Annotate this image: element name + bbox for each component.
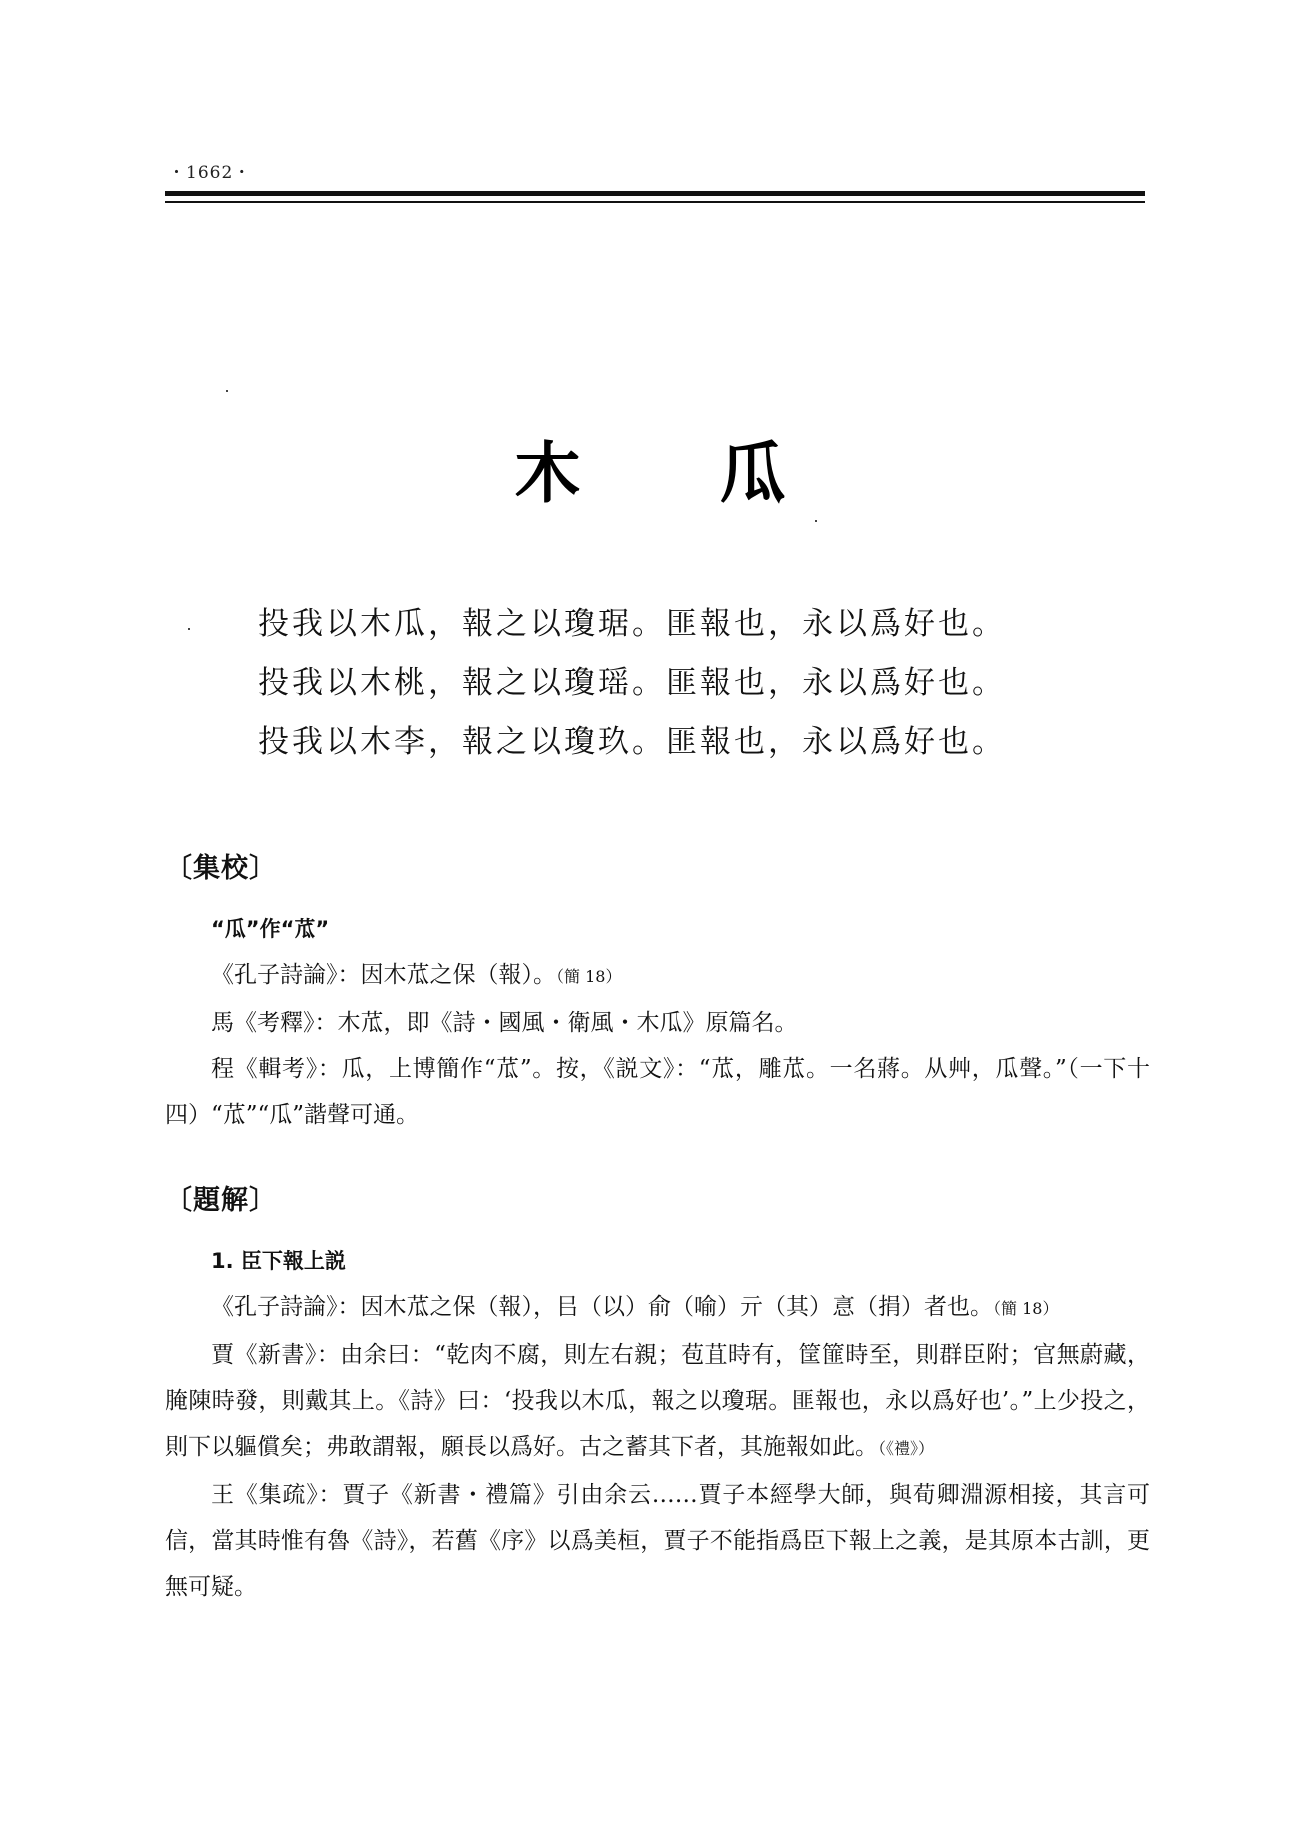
poem-stanza-1: 投我以木瓜，報之以瓊琚。匪報也，永以爲好也。 bbox=[258, 606, 1006, 642]
speck bbox=[188, 628, 190, 630]
poem-stanza-3: 投我以木李，報之以瓊玖。匪報也，永以爲好也。 bbox=[258, 724, 1006, 760]
section-heading-jijiao: 〔集校〕 bbox=[165, 853, 277, 884]
jijiao-paragraph: 馬《考釋》：木苽，即《詩・國風・衛風・木瓜》原篇名。 bbox=[211, 1010, 798, 1036]
jijiao-paragraph bbox=[165, 952, 1150, 1000]
header-rule-thin bbox=[165, 201, 1145, 203]
tijie-p1-text: 《孔子詩論》：因木苽之保（報），㠯（以）俞（喻）亓（其）悥（捐）者也。 bbox=[211, 1294, 993, 1320]
jijiao-subheading: “瓜”作“苽” bbox=[211, 917, 330, 941]
section-jijiao bbox=[165, 906, 1150, 1138]
poem-title: 木 瓜 bbox=[514, 434, 844, 512]
speck bbox=[226, 390, 228, 392]
poem-text bbox=[258, 595, 1006, 772]
tijie-p1-note: （簡 18） bbox=[993, 1299, 1059, 1318]
page-number: ・1662・ bbox=[168, 163, 252, 183]
tijie-subheading: 1. 臣下報上説 bbox=[211, 1249, 346, 1273]
jijiao-p1-note: （簡 18） bbox=[556, 967, 622, 986]
tijie-p2-text: 賈《新書》：由余曰：“乾肉不腐，則左右親；苞苴時有，筐篚時至，則群臣附；官無蔚藏，腌陳時發，則戴其上。《詩》曰：‘投我以木瓜，報之以瓊琚。匪報也，永以爲好也’。”上少投之，則下以軀償矣；弗敢謂報，願長以爲好。古之蓄其下者，其施報如此。 bbox=[165, 1342, 1150, 1460]
section-tijie bbox=[165, 1238, 1150, 1610]
tijie-paragraph: 王《集疏》：賈子《新書・禮篇》引由余云……賈子本經學大師，與荀卿淵源相接，其言可信，當其時惟有魯《詩》，若舊《序》以爲美桓，賈子不能指爲臣下報上之義，是其原本古訓，更無可疑。 bbox=[165, 1482, 1150, 1600]
jijiao-paragraph: 程《輯考》：瓜，上博簡作“苽”。按，《説文》：“苽，雕苽。一名蔣。从艸，瓜聲。”（一下十四）“苽”“瓜”諧聲可通。 bbox=[165, 1056, 1150, 1128]
poem-stanza-2: 投我以木桃，報之以瓊瑶。匪報也，永以爲好也。 bbox=[258, 665, 1006, 701]
speck bbox=[815, 520, 817, 522]
tijie-paragraph bbox=[165, 1332, 1150, 1472]
section-heading-tijie: 〔題解〕 bbox=[165, 1185, 277, 1216]
jijiao-p1-text: 《孔子詩論》：因木苽之保（報）。 bbox=[211, 962, 556, 988]
tijie-paragraph bbox=[165, 1284, 1150, 1332]
header-rule bbox=[165, 191, 1145, 196]
tijie-p2-note: （《禮》） bbox=[878, 1439, 935, 1458]
